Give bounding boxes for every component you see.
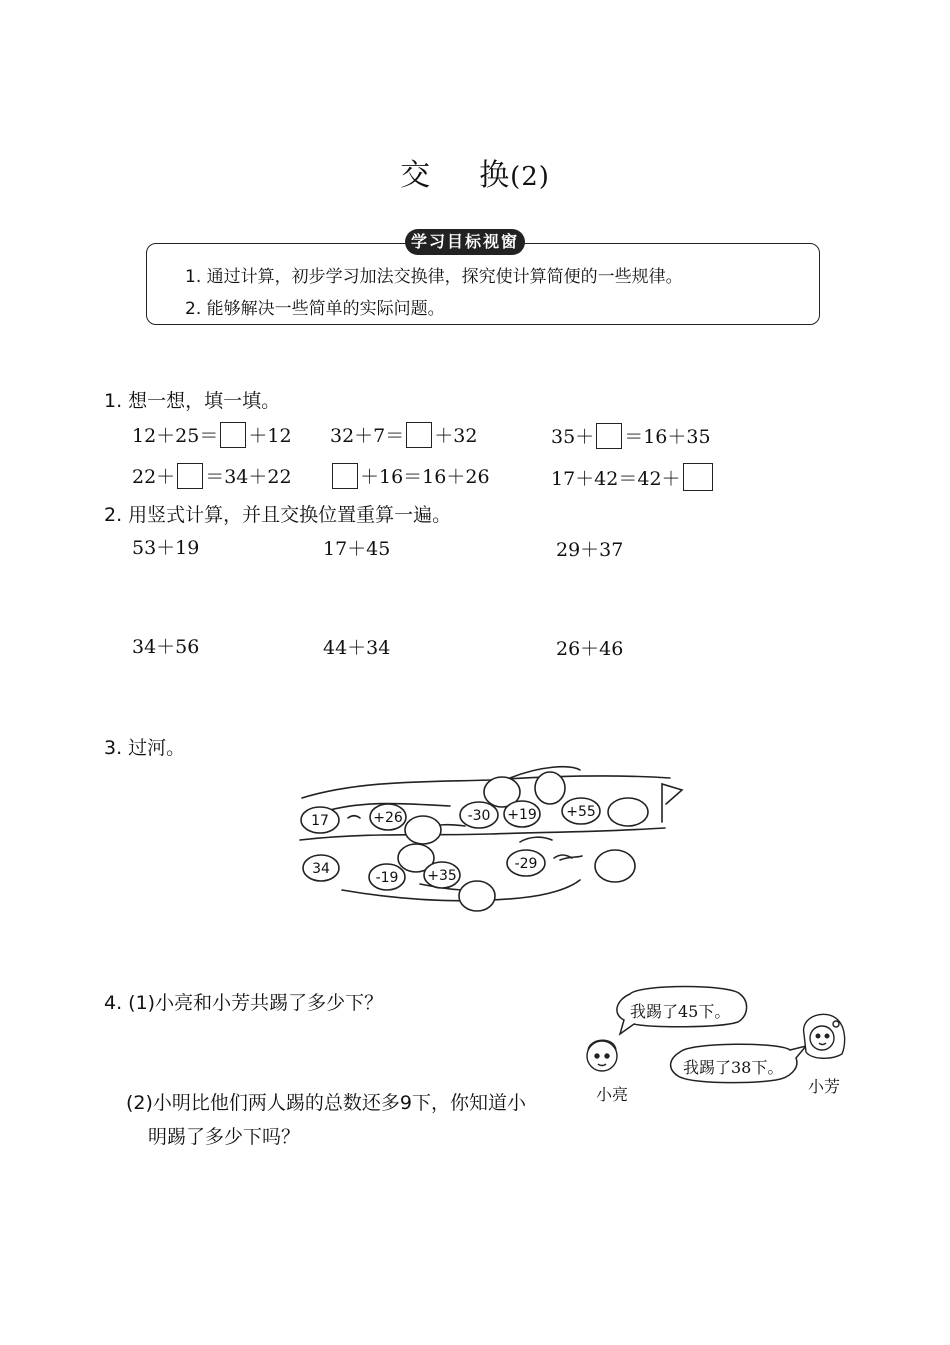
goal-item-2: 2. 能够解决一些简单的实际问题。 [185,299,445,319]
stone-label: +55 [566,804,596,820]
q1-eq-6: 17＋42＝42＋ [551,463,715,491]
q4-part2-line2: 明踢了多少下吗？ [148,1126,301,1148]
stone-label: 17 [311,813,329,829]
q3-label: 3. 过河。 [104,737,186,759]
q2-calc-1: 53＋19 [132,537,200,559]
empty-stone [459,881,495,911]
q1-eq-4: 22＋ ＝34＋22 [132,462,292,489]
q2-label: 2. 用竖式计算，并且交换位置重算一遍。 [104,504,452,526]
q2-calc-4: 34＋56 [132,636,200,658]
empty-stone [535,772,565,804]
empty-stone [608,798,648,826]
q1-eq-3: 35＋ ＝16＋35 [551,422,711,449]
q1-eq-5: ＋16＝16＋26 [330,462,490,489]
stone-label: -29 [514,856,538,872]
stone-label: +19 [507,807,537,823]
goal-item-1: 1. 通过计算，初步学习加法交换律，探究使计算简便的一些规律。 [185,267,683,287]
river-line [300,828,665,840]
page-title [0,150,950,194]
stone-label: 34 [312,861,330,877]
stone-label: +26 [373,810,403,826]
stone-label: +35 [427,868,457,884]
q1-label: 1. 想一想，填一填。 [104,390,281,412]
title-char-2: 换 [479,158,511,193]
learning-goals-label: 学习目标视窗 [405,229,525,255]
title-char-1: 交 [400,158,432,193]
empty-stone [595,850,635,882]
name-xiaoliang: 小亮 [596,1085,629,1104]
flag-icon [662,784,682,822]
title-sub: (2) [510,162,550,192]
xiaoliang-avatar [587,1040,617,1071]
name-xiaofang: 小芳 [808,1077,841,1096]
xiaofang-avatar [804,1014,845,1058]
answer-blank[interactable] [406,422,432,448]
stone-label: -19 [375,870,399,886]
answer-blank[interactable] [220,422,246,448]
stone-label: -30 [467,808,491,824]
answer-blank[interactable] [596,423,622,449]
empty-stone [405,816,441,844]
q1-eq-2: 32＋7＝ ＋32 [330,421,477,448]
answer-blank[interactable] [332,463,358,489]
bubble-text-fang: 我踢了38下。 [683,1058,784,1077]
q2-calc-2: 17＋45 [323,538,391,560]
q4-part2-line1: (2)小明比他们两人踢的总数还多9下，你知道小 [126,1092,527,1114]
river-crossing-diagram [290,760,690,920]
q2-calc-3: 29＋37 [556,539,624,561]
answer-blank[interactable] [177,463,203,489]
river-line [520,837,552,842]
q1-eq-1: 12＋25＝ ＋12 [132,421,292,448]
q4-label: 4. (1)小亮和小芳共踢了多少下？ [104,992,384,1014]
bubble-text-liang: 我踢了45下。 [630,1002,731,1021]
river-line [348,816,360,818]
answer-blank[interactable] [683,463,713,491]
q2-calc-6: 26＋46 [556,638,624,660]
q2-calc-5: 44＋34 [323,637,391,659]
